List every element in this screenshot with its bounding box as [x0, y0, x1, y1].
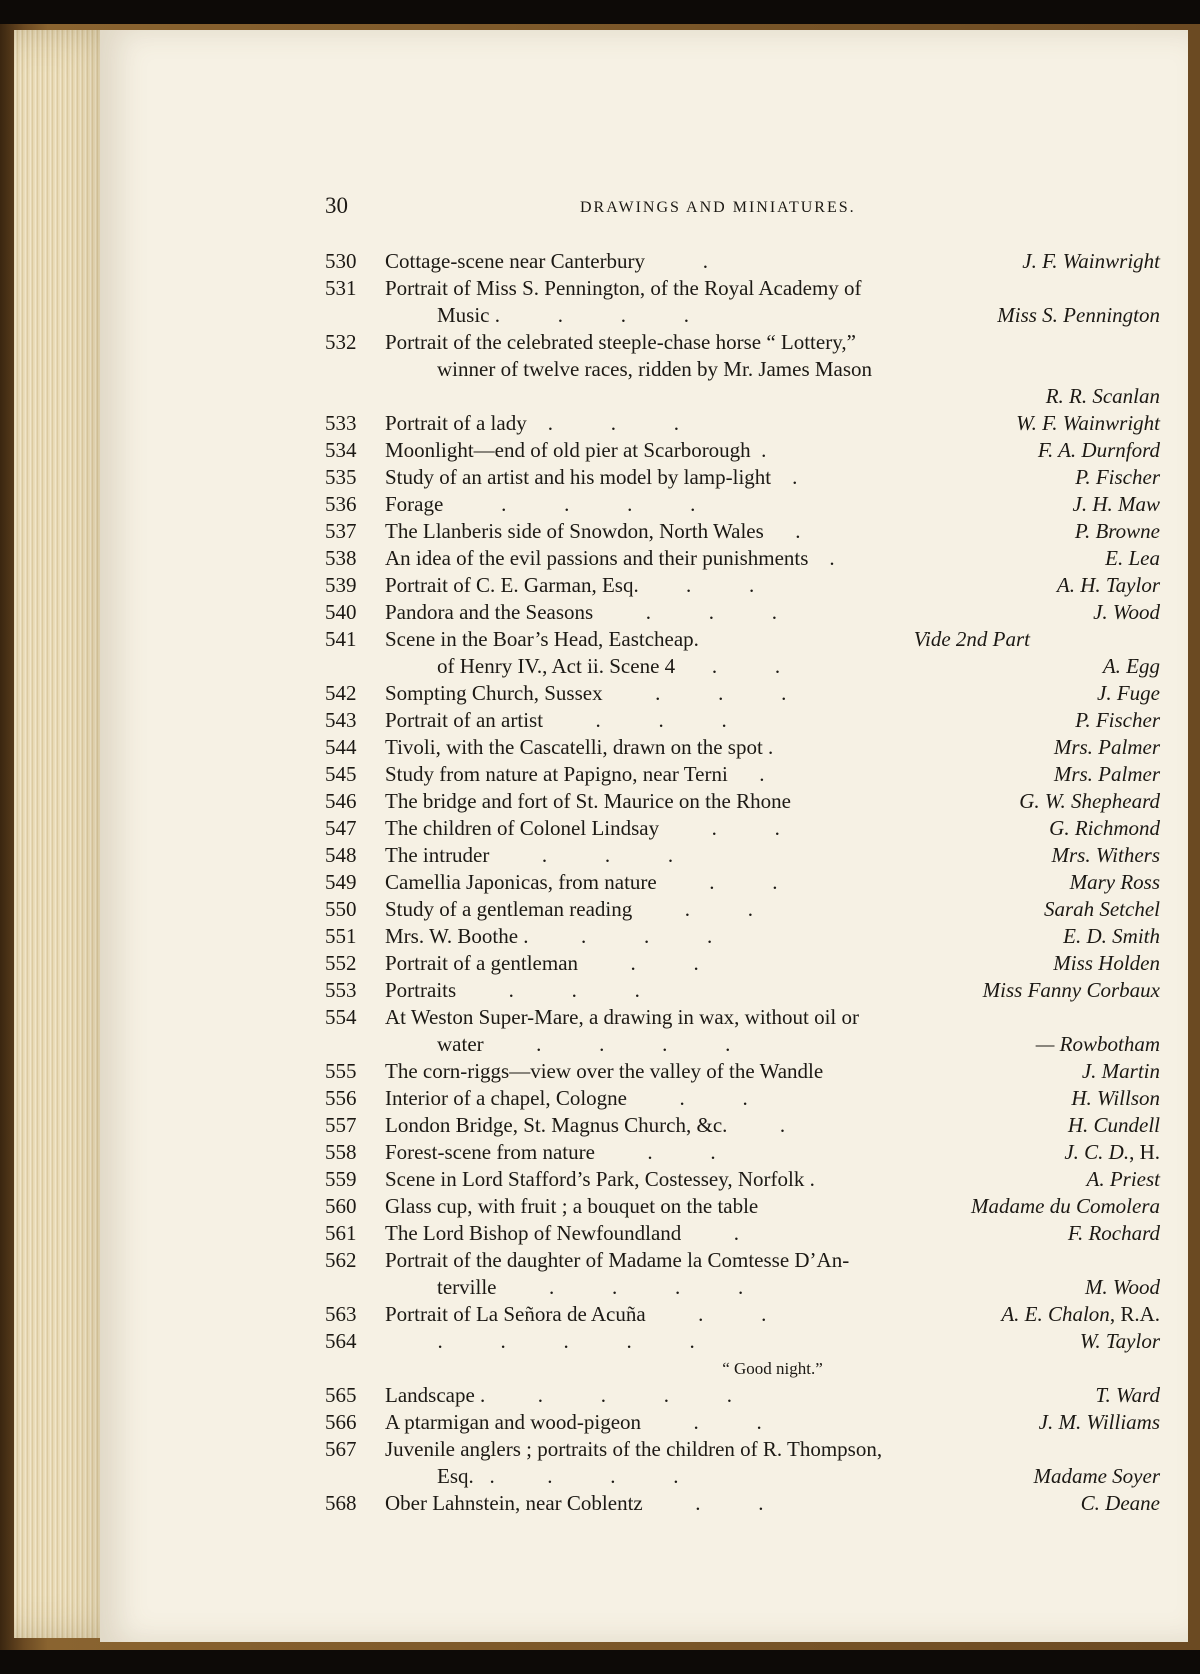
- entry-line: [325, 1058, 1160, 1085]
- entry-number: 535: [325, 465, 357, 489]
- entry-line: [325, 1436, 1160, 1463]
- entry-title: The Llanberis side of Snowdon, North Wales .: [385, 519, 801, 543]
- entry-artist: Vide 2nd Part: [913, 627, 1030, 651]
- entry-line: [325, 1220, 1160, 1247]
- catalogue-entry: [325, 1220, 1160, 1247]
- entry-number: 539: [325, 573, 357, 597]
- catalogue-entry: [325, 788, 1160, 815]
- entry-title: Portrait of the celebrated steeple-chase horse “ Lottery,”: [385, 330, 856, 354]
- entry-line: [325, 815, 1160, 842]
- entry-number: 533: [325, 411, 357, 435]
- entry-artist: R. R. Scanlan: [1045, 384, 1160, 408]
- entry-artist: H. Cundell: [1067, 1113, 1160, 1137]
- entry-title: Sompting Church, Sussex . . .: [385, 681, 787, 705]
- entry-line: [325, 1409, 1160, 1436]
- catalogue-entry: [325, 1436, 1160, 1490]
- catalogue-entry: [325, 842, 1160, 869]
- entry-artist: Madame Soyer: [1033, 1464, 1160, 1488]
- entry-title: An idea of the evil passions and their punishments .: [385, 546, 835, 570]
- catalogue-entry: [325, 1085, 1160, 1112]
- entry-artist: J. Martin: [1081, 1059, 1160, 1083]
- entry-title: Study from nature at Papigno, near Terni .: [385, 762, 765, 786]
- entry-number: 562: [325, 1248, 357, 1272]
- entry-number: 534: [325, 438, 357, 462]
- entry-artist: J. H. Maw: [1072, 492, 1160, 516]
- entry-title: Landscape . . . . .: [385, 1383, 733, 1407]
- entry-artist: J. M. Williams: [1038, 1410, 1160, 1434]
- entry-line: [325, 1301, 1160, 1328]
- entry-title: The corn-riggs—view over the valley of the Wandle: [385, 1059, 824, 1083]
- entry-artist: P. Fischer: [1075, 708, 1160, 732]
- entry-artist: Mrs. Palmer: [1053, 735, 1160, 759]
- entry-number: 549: [325, 870, 357, 894]
- entry-title: Glass cup, with fruit ; a bouquet on the table: [385, 1194, 759, 1218]
- catalogue-entry: [325, 1382, 1160, 1409]
- catalogue-entry: [325, 437, 1160, 464]
- entry-title: A ptarmigan and wood-pigeon . .: [385, 1410, 762, 1434]
- entry-line: [325, 1193, 1160, 1220]
- catalogue-entry: [325, 950, 1160, 977]
- entry-line: [325, 248, 1160, 275]
- entry-artist: Miss S. Pennington: [997, 303, 1160, 327]
- entry-number: 532: [325, 330, 357, 354]
- catalogue-entry: [325, 707, 1160, 734]
- entry-artist: — Rowbotham: [1035, 1032, 1160, 1056]
- catalogue-entry: [325, 275, 1160, 329]
- entry-title: Interior of a chapel, Cologne . .: [385, 1086, 748, 1110]
- entry-line: [325, 1112, 1160, 1139]
- entry-artist: W. F. Wainwright: [1016, 411, 1160, 435]
- entry-title: Portraits . . .: [385, 978, 640, 1002]
- entry-line: [325, 464, 1160, 491]
- entry-number: 536: [325, 492, 357, 516]
- entry-artist: G. W. Shepheard: [1019, 789, 1160, 813]
- entry-title: Scene in the Boar’s Head, Eastcheap.: [385, 627, 699, 651]
- entry-artist: J. Wood: [1093, 600, 1160, 624]
- entry-artist: Miss Fanny Corbaux: [982, 978, 1160, 1002]
- entry-note: “ Good night.”: [722, 1359, 823, 1378]
- entry-artist: A. Priest: [1086, 1167, 1160, 1191]
- entry-title: The bridge and fort of St. Maurice on the Rhone: [385, 789, 791, 813]
- entry-artist: Madame du Comolera: [971, 1194, 1160, 1218]
- entry-title: London Bridge, St. Magnus Church, &c. .: [385, 1113, 786, 1137]
- entry-title: of Henry IV., Act ii. Scene 4 . .: [437, 654, 781, 678]
- entry-artist: J. F. Wainwright: [1022, 249, 1160, 273]
- entry-artist: Miss Holden: [1053, 951, 1160, 975]
- entry-artist: Mrs. Palmer: [1053, 762, 1160, 786]
- entry-title: . . . . .: [385, 1329, 695, 1353]
- entry-title: Study of a gentleman reading . .: [385, 897, 754, 921]
- running-head: DRAWINGS AND MINIATURES.: [580, 199, 856, 216]
- catalogue-entry: [325, 1004, 1160, 1058]
- catalogue-entry: [325, 626, 1160, 680]
- entry-title: The intruder . . .: [385, 843, 674, 867]
- catalogue-entry: [325, 815, 1160, 842]
- entry-line: [325, 518, 1160, 545]
- entry-title: Pandora and the Seasons . . .: [385, 600, 777, 624]
- entry-artist: M. Wood: [1084, 1275, 1160, 1299]
- catalogue-entry: [325, 1301, 1160, 1328]
- entry-artist: J. Fuge: [1097, 681, 1160, 705]
- entry-number: 538: [325, 546, 357, 570]
- catalogue-entry: [325, 1139, 1160, 1166]
- entry-artist: J. C. D., H.: [1064, 1140, 1160, 1164]
- entry-title: The children of Colonel Lindsay . .: [385, 816, 780, 840]
- entry-line: [325, 896, 1160, 923]
- entry-artist: A. H. Taylor: [1056, 573, 1160, 597]
- catalogue-entry: [325, 572, 1160, 599]
- entry-number: 531: [325, 276, 357, 300]
- entry-line: [325, 572, 1160, 599]
- entry-line: [325, 653, 1160, 680]
- entry-number: 564: [325, 1329, 357, 1353]
- entry-artist: E. Lea: [1105, 546, 1160, 570]
- entry-title: Mrs. W. Boothe . . . .: [385, 924, 713, 948]
- entry-title: terville . . . .: [437, 1275, 744, 1299]
- entry-artist: A. Egg: [1102, 654, 1160, 678]
- catalogue-entry: [325, 1490, 1160, 1517]
- catalogue-entry: [325, 1328, 1160, 1382]
- entry-line: [325, 437, 1160, 464]
- page-header: [0, 193, 1200, 233]
- entry-title: Ober Lahnstein, near Coblentz . .: [385, 1491, 764, 1515]
- entry-line: [325, 923, 1160, 950]
- catalogue-entry: [325, 1247, 1160, 1301]
- entry-title: Esq. . . . .: [437, 1464, 679, 1488]
- entry-line: [325, 491, 1160, 518]
- entry-number: 530: [325, 249, 357, 273]
- entry-line: [325, 1004, 1160, 1031]
- entry-line: [325, 410, 1160, 437]
- entry-line: [325, 599, 1160, 626]
- catalogue-entry: [325, 761, 1160, 788]
- entry-line: [325, 761, 1160, 788]
- entry-artist: P. Fischer: [1075, 465, 1160, 489]
- entry-number: 559: [325, 1167, 357, 1191]
- catalogue-entry: [325, 329, 1160, 410]
- entry-line: [325, 1328, 1160, 1355]
- entry-line: [325, 383, 1160, 410]
- entry-line: [325, 302, 1160, 329]
- entry-number: 537: [325, 519, 357, 543]
- entry-artist: Sarah Setchel: [1043, 897, 1160, 921]
- entry-number: 553: [325, 978, 357, 1002]
- entry-artist: Mary Ross: [1069, 870, 1160, 894]
- entry-line: [325, 1382, 1160, 1409]
- entry-line: [325, 329, 1160, 356]
- entry-title: Study of an artist and his model by lamp-light .: [385, 465, 798, 489]
- entry-line: [325, 1490, 1160, 1517]
- entry-line: [325, 275, 1160, 302]
- entry-title: Music . . . .: [437, 303, 689, 327]
- entry-title: Portrait of a lady . . .: [385, 411, 679, 435]
- catalogue-entry: [325, 680, 1160, 707]
- entry-title: Portrait of La Señora de Acuña . .: [385, 1302, 767, 1326]
- entry-title: Portrait of C. E. Garman, Esq. . .: [385, 573, 755, 597]
- catalogue-entry: [325, 518, 1160, 545]
- entry-title: Cottage-scene near Canterbury .: [385, 249, 709, 273]
- entry-line: [325, 626, 1160, 653]
- entry-line: [325, 1166, 1160, 1193]
- entry-number: 546: [325, 789, 357, 813]
- entry-number: 542: [325, 681, 357, 705]
- entry-line: [325, 977, 1160, 1004]
- catalogue-entry: [325, 464, 1160, 491]
- entry-number: 563: [325, 1302, 357, 1326]
- catalogue-entry: [325, 545, 1160, 572]
- entry-number: 565: [325, 1383, 357, 1407]
- entry-line: [325, 545, 1160, 572]
- entry-title: Portrait of Miss S. Pennington, of the Royal Academy of: [385, 276, 862, 300]
- catalogue-entry: [325, 896, 1160, 923]
- entry-number: 567: [325, 1437, 357, 1461]
- entry-number: 560: [325, 1194, 357, 1218]
- entry-artist: Mrs. Withers: [1051, 843, 1160, 867]
- entry-title: Tivoli, with the Cascatelli, drawn on the spot .: [385, 735, 774, 759]
- entry-number: 556: [325, 1086, 357, 1110]
- entry-title: Moonlight—end of old pier at Scarborough .: [385, 438, 767, 462]
- entry-number: 558: [325, 1140, 357, 1164]
- entry-artist: E. D. Smith: [1063, 924, 1160, 948]
- catalogue-entry: [325, 923, 1160, 950]
- entry-title: Scene in Lord Stafford’s Park, Costessey, Norfolk .: [385, 1167, 815, 1191]
- entry-number: 545: [325, 762, 357, 786]
- entry-number: 552: [325, 951, 357, 975]
- entry-number: 547: [325, 816, 357, 840]
- entry-line: [325, 869, 1160, 896]
- entry-line: [325, 842, 1160, 869]
- catalogue-entry: [325, 1409, 1160, 1436]
- entry-artist: W. Taylor: [1079, 1329, 1160, 1353]
- catalogue-entry: [325, 410, 1160, 437]
- entry-artist: C. Deane: [1080, 1491, 1160, 1515]
- entry-number: 554: [325, 1005, 357, 1029]
- entry-title: winner of twelve races, ridden by Mr. James Mason: [437, 357, 873, 381]
- entry-line: [325, 1463, 1160, 1490]
- catalogue-entry: [325, 491, 1160, 518]
- catalogue-entry: [325, 977, 1160, 1004]
- catalogue-entry: [325, 1112, 1160, 1139]
- entry-line: [325, 680, 1160, 707]
- entry-title: The Lord Bishop of Newfoundland .: [385, 1221, 740, 1245]
- entry-line: [325, 1031, 1160, 1058]
- entry-title: Forest-scene from nature . .: [385, 1140, 716, 1164]
- page-number: 30: [325, 193, 348, 218]
- catalogue-entry: [325, 599, 1160, 626]
- entry-line: [325, 1274, 1160, 1301]
- entry-title: Portrait of an artist . . .: [385, 708, 727, 732]
- entry-number: 550: [325, 897, 357, 921]
- catalogue-entry: [325, 869, 1160, 896]
- entry-line: [325, 707, 1160, 734]
- entry-line: [325, 1085, 1160, 1112]
- entry-number: 561: [325, 1221, 357, 1245]
- entry-title: Juvenile anglers ; portraits of the children of R. Thompson,: [385, 1437, 883, 1461]
- entry-title: water . . . .: [437, 1032, 731, 1056]
- entry-artist: G. Richmond: [1049, 816, 1160, 840]
- entry-artist: F. A. Durnford: [1037, 438, 1160, 462]
- entry-number: 543: [325, 708, 357, 732]
- catalogue-entry: [325, 1166, 1160, 1193]
- entry-line: [325, 1139, 1160, 1166]
- catalogue-entries: [325, 248, 1160, 1517]
- entry-number: 540: [325, 600, 357, 624]
- entry-artist: P. Browne: [1074, 519, 1160, 543]
- entry-line: [325, 734, 1160, 761]
- entry-title: Portrait of the daughter of Madame la Comtesse D’An-: [385, 1248, 850, 1272]
- entry-line: [325, 356, 1160, 383]
- entry-line: [325, 950, 1160, 977]
- entry-title: Portrait of a gentleman . .: [385, 951, 699, 975]
- entry-number: 555: [325, 1059, 357, 1083]
- entry-number: 557: [325, 1113, 357, 1137]
- entry-number: 544: [325, 735, 357, 759]
- entry-artist: T. Ward: [1095, 1383, 1160, 1407]
- catalogue-entry: [325, 1193, 1160, 1220]
- catalogue-entry: [325, 1058, 1160, 1085]
- entry-title: Forage . . . .: [385, 492, 696, 516]
- entry-title: Camellia Japonicas, from nature . .: [385, 870, 778, 894]
- entry-line: [325, 1247, 1160, 1274]
- entry-title: At Weston Super-Mare, a drawing in wax, without oil or: [385, 1005, 859, 1029]
- entry-number: 568: [325, 1491, 357, 1515]
- entry-artist: A. E. Chalon, R.A.: [1001, 1302, 1160, 1326]
- entry-artist: F. Rochard: [1067, 1221, 1160, 1245]
- entry-number: 566: [325, 1410, 357, 1434]
- entry-line: [325, 788, 1160, 815]
- catalogue-entry: [325, 248, 1160, 275]
- entry-number: 548: [325, 843, 357, 867]
- entry-number: 551: [325, 924, 357, 948]
- entry-number: 541: [325, 627, 357, 651]
- entry-artist: H. Willson: [1071, 1086, 1160, 1110]
- catalogue-entry: [325, 734, 1160, 761]
